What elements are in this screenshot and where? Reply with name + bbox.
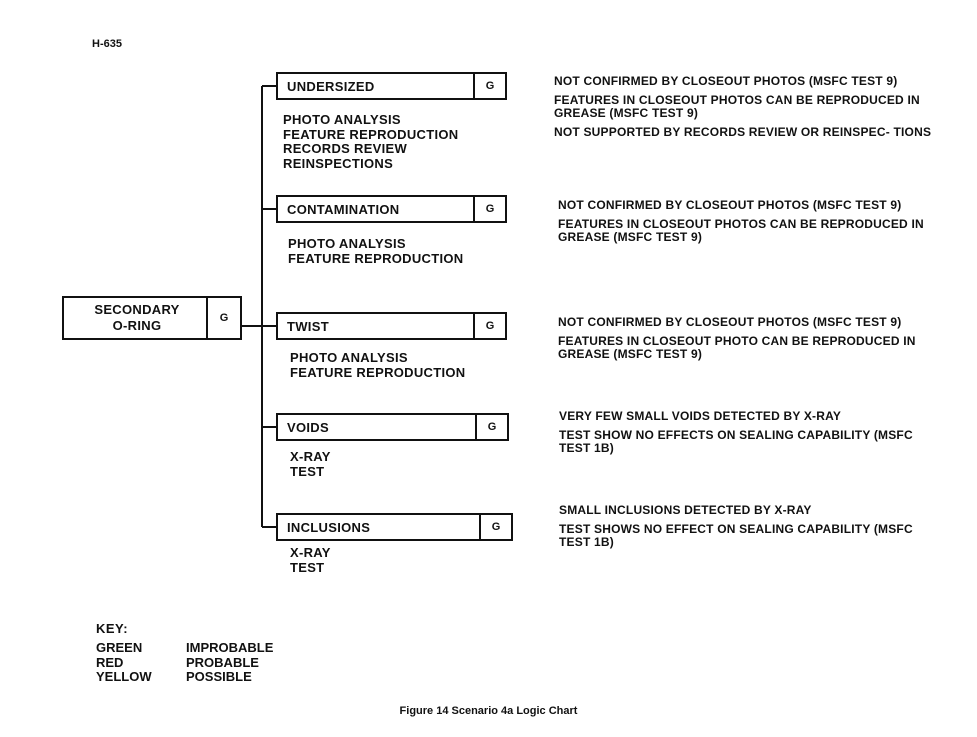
finding-item: NOT CONFIRMED BY CLOSEOUT PHOTOS (MSFC TEST 9)	[558, 198, 902, 212]
branch-node-voids	[276, 413, 509, 441]
document-header-id: H-635	[92, 38, 122, 50]
key-color-name: GREEN	[96, 640, 143, 655]
key-color-name: YELLOW	[96, 669, 152, 684]
finding-item: FEATURES IN CLOSEOUT PHOTOS CAN BE REPRODUCED IN GREASE (MSFC TEST 9)	[554, 92, 920, 120]
grade-badge: G	[473, 314, 505, 338]
branch-node-undersized	[276, 72, 507, 100]
method-item: PHOTO ANALYSIS	[283, 112, 401, 127]
grade-badge: G	[473, 74, 505, 98]
key-meaning: PROBABLE	[186, 654, 259, 670]
findings-undersized	[554, 75, 964, 144]
finding-item: TEST SHOW NO EFFECTS ON SEALING CAPABILITY (MSFC TEST 1B)	[559, 427, 913, 455]
figure-caption: Figure 14 Scenario 4a Logic Chart	[399, 705, 578, 717]
branch-label: UNDERSIZED	[287, 78, 375, 94]
findings-inclusions	[559, 504, 939, 555]
key-title: KEY:	[96, 621, 129, 636]
finding-item: FEATURES IN CLOSEOUT PHOTO CAN BE REPRODUCED IN GREASE (MSFC TEST 9)	[558, 333, 916, 361]
finding-item: TEST SHOWS NO EFFECT ON SEALING CAPABILITY (MSFC TEST 1B)	[559, 521, 913, 549]
finding-item: NOT CONFIRMED BY CLOSEOUT PHOTOS (MSFC TEST 9)	[554, 74, 898, 88]
method-item: FEATURE REPRODUCTION	[288, 250, 464, 266]
method-item: FEATURE REPRODUCTION	[290, 364, 466, 380]
branch-label: INCLUSIONS	[287, 519, 371, 535]
key-row	[96, 656, 273, 671]
finding-item: VERY FEW SMALL VOIDS DETECTED BY X-RAY	[559, 409, 842, 423]
methods-twist	[290, 351, 465, 380]
finding-item: NOT SUPPORTED BY RECORDS REVIEW OR REINSPEC- TIONS	[554, 124, 932, 139]
method-item: RECORDS REVIEW	[283, 141, 408, 156]
finding-item: FEATURES IN CLOSEOUT PHOTOS CAN BE REPRODUCED IN GREASE (MSFC TEST 9)	[558, 216, 924, 244]
branch-label: TWIST	[287, 318, 329, 334]
root-node-label: SECONDARY O-RING	[94, 302, 180, 333]
findings-contamination	[558, 199, 966, 250]
method-item: X-RAY	[290, 545, 331, 560]
methods-contamination	[288, 237, 463, 266]
methods-inclusions	[290, 546, 331, 575]
branch-node-twist	[276, 312, 507, 340]
method-item: REINSPECTIONS	[283, 155, 394, 171]
method-item: PHOTO ANALYSIS	[288, 236, 406, 251]
findings-twist	[558, 316, 966, 367]
grade-badge: G	[475, 415, 507, 439]
finding-item: SMALL INCLUSIONS DETECTED BY X-RAY	[559, 503, 812, 517]
key-meaning: POSSIBLE	[186, 669, 252, 684]
branch-node-inclusions	[276, 513, 513, 541]
method-item: FEATURE REPRODUCTION	[283, 126, 459, 142]
root-node-secondary-o-ring	[62, 296, 242, 340]
method-item: PHOTO ANALYSIS	[290, 350, 408, 365]
root-grade-badge: G	[206, 298, 240, 338]
legend-key	[96, 621, 273, 685]
grade-badge: G	[473, 197, 505, 221]
findings-voids	[559, 410, 939, 461]
branch-node-contamination	[276, 195, 507, 223]
method-item: TEST	[290, 463, 325, 479]
finding-item: NOT CONFIRMED BY CLOSEOUT PHOTOS (MSFC TEST 9)	[558, 315, 902, 329]
method-item: X-RAY	[290, 449, 331, 464]
method-item: TEST	[290, 559, 325, 575]
branch-label: CONTAMINATION	[287, 201, 400, 217]
methods-undersized	[283, 113, 458, 171]
key-row	[96, 641, 273, 656]
key-row	[96, 670, 273, 685]
methods-voids	[290, 450, 331, 479]
grade-badge: G	[479, 515, 511, 539]
branch-label: VOIDS	[287, 419, 329, 435]
key-meaning: IMPROBABLE	[186, 640, 274, 655]
key-color-name: RED	[96, 654, 124, 670]
